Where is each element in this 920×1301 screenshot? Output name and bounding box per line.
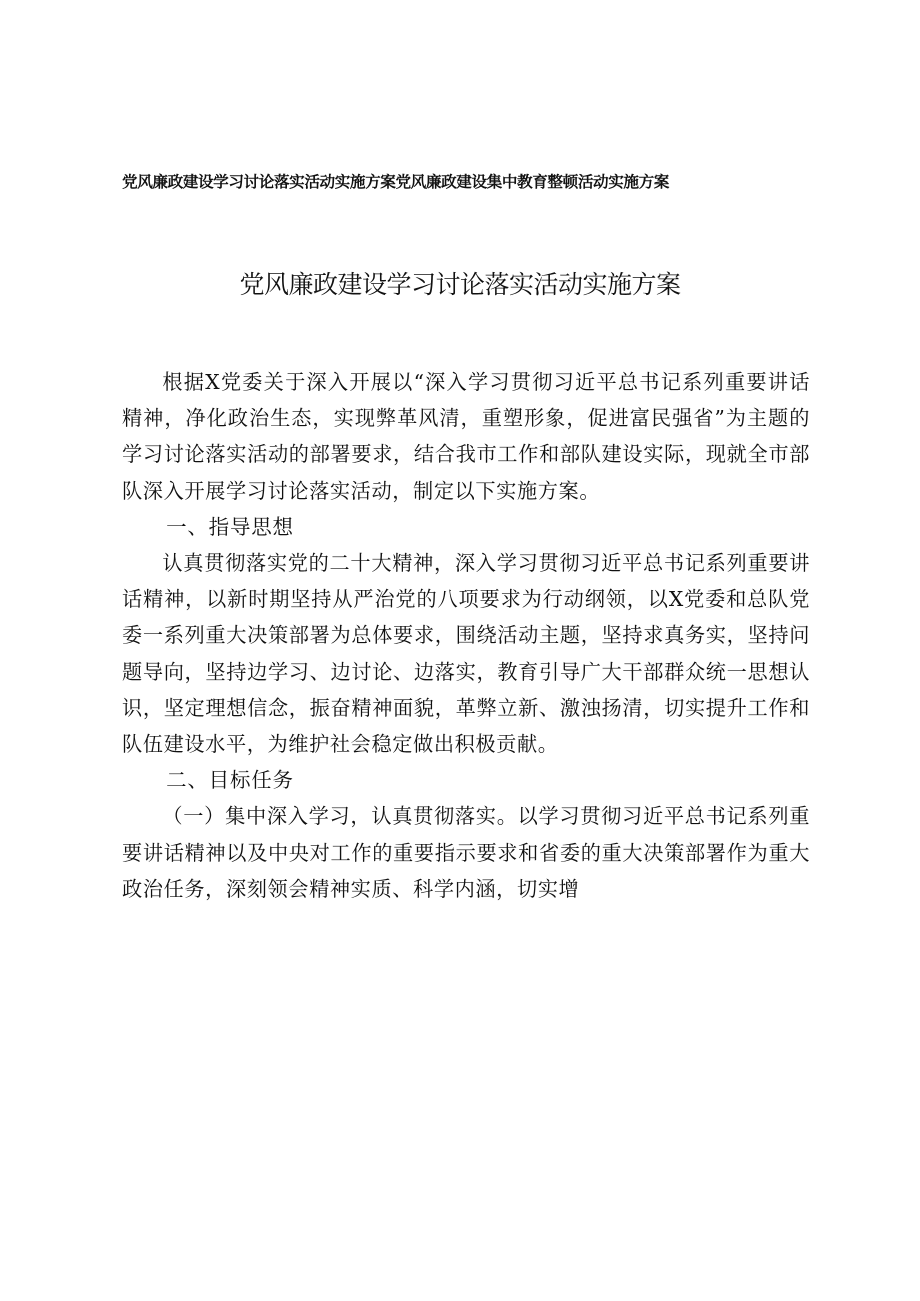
section-paragraph-goals-tasks: （一）集中深入学习，认真贯彻落实。以学习贯彻习近平总书记系列重要讲话精神以及中央对工作的重要指示要求和省委的重大决策部署作为重大政治任务，深刻领会精神实质、科学内涵，切实增 [122,804,810,901]
document-title: 党风廉政建设学习讨论落实活动实施方案 [239,270,681,299]
intro-paragraph: 根据X党委关于深入开展以“深入学习贯彻习近平总书记系列重要讲话精神，净化政治生态，实现弊革风清，重塑形象，促进富民强省”为主题的学习讨论落实活动的部署要求，结合我市工作和部队建设实际，现就全市部队深入开展学习讨论落实活动，制定以下实施方案。 [122,370,810,503]
section-heading-goals-tasks: 二、目标任务 [166,768,294,793]
section-heading-guiding-ideology: 一、指导思想 [166,514,294,539]
section-paragraph-guiding-ideology: 认真贯彻落实党的二十大精神，深入学习贯彻习近平总书记系列重要讲话精神，以新时期坚持从严治党的八项要求为行动纲领，以X党委和总队党委一系列重大决策部署为总体要求，围绕活动主题，坚持求真务实，坚持问题导向，坚持边学习、边讨论、边落实，教育引导广大干部群众统一思想认识，坚定理想信念，振奋精神面貌，革弊立新、激浊扬清，切实提升工作和队伍建设水平，为维护社会稳定做出积极贡献。 [122,551,810,757]
document-body [122,364,810,907]
document-header: 党风廉政建设学习讨论落实活动实施方案党风廉政建设集中教育整顿活动实施方案 [122,173,669,191]
